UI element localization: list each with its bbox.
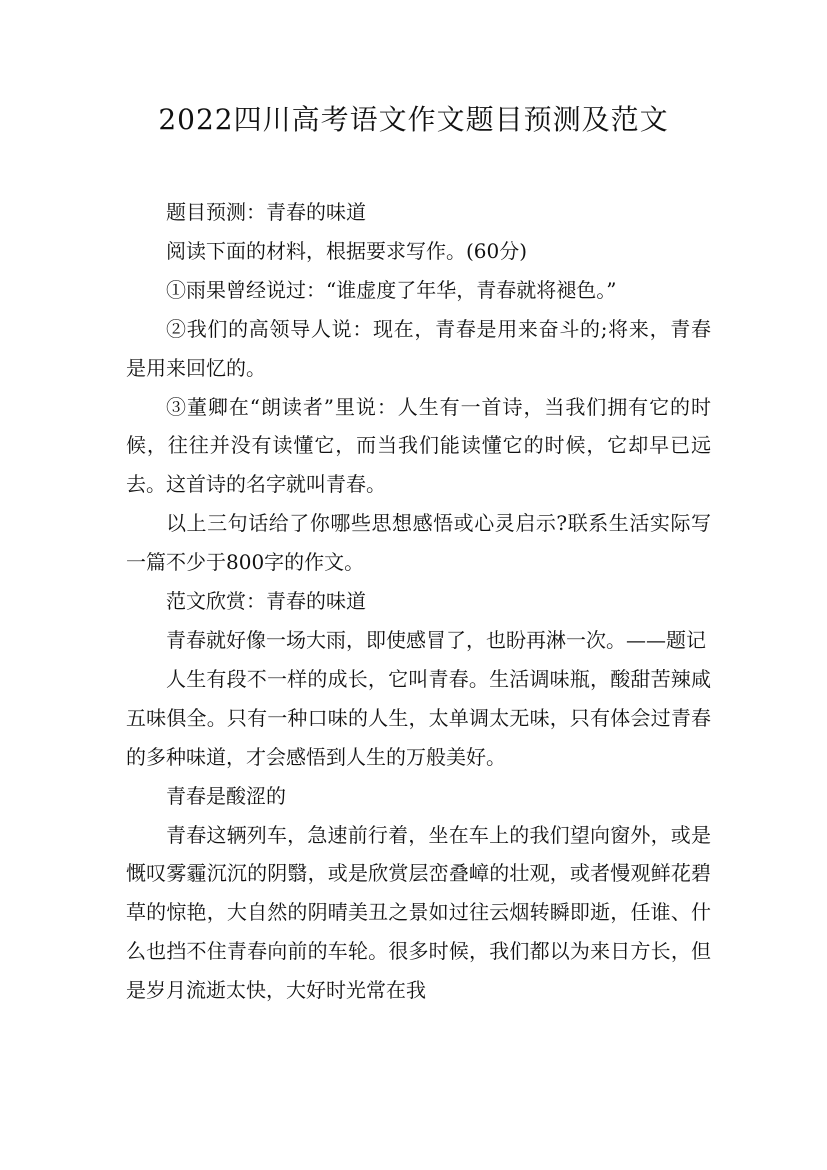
document-body [126, 193, 711, 1010]
paragraph-sample-heading: 范文欣赏：青春的味道 [166, 589, 366, 614]
paragraph-topic-prediction: 题目预测：青春的味道 [166, 200, 366, 224]
paragraph-requirement: 以上三句话给了你哪些思想感悟或心灵启示?联系生活实际写一篇不少于800字的作文。 [126, 511, 711, 575]
paragraph-intro: 人生有段不一样的成长，它叫青春。生活调味瓶，酸甜苦辣咸五味俱全。只有一种口味的人生，太单调太无味，只有体会过青春的多种味道，才会感悟到人生的万般美好。 [126, 666, 711, 769]
paragraph-quote-1: ①雨果曾经说过：“谁虚度了年华，青春就将褪色。” [166, 277, 617, 302]
paragraph-quote-3: ③董卿在“朗读者”里说：人生有一首诗，当我们拥有它的时候，往往并没有读懂它，而当我们能读懂它的时候，它却早已远去。这首诗的名字就叫青春。 [126, 394, 711, 497]
paragraph-quote-2: ②我们的高领导人说：现在，青春是用来奋斗的;将来，青春是用来回忆的。 [126, 316, 711, 380]
paragraph-epigraph: 青春就好像一场大雨，即使感冒了，也盼再淋一次。——题记 [166, 627, 706, 652]
document-title: 2022四川高考语文作文题目预测及范文 [158, 103, 669, 136]
paragraph-section-heading: 青春是酸涩的 [166, 783, 286, 808]
paragraph-instructions: 阅读下面的材料，根据要求写作。(60分) [166, 238, 528, 263]
paragraph-body: 青春这辆列车，急速前行着，坐在车上的我们望向窗外，或是慨叹雾霾沉沉的阴翳，或是欣赏层峦叠嶂的壮观，或者慢观鲜花碧草的惊艳，大自然的阴晴美丑之景如过往云烟转瞬即逝，任谁、什么也挡不住青春向前的车轮。很多时候，我们都以为来日方长，但是岁月流逝太快，大好时光常在我 [126, 822, 711, 1003]
